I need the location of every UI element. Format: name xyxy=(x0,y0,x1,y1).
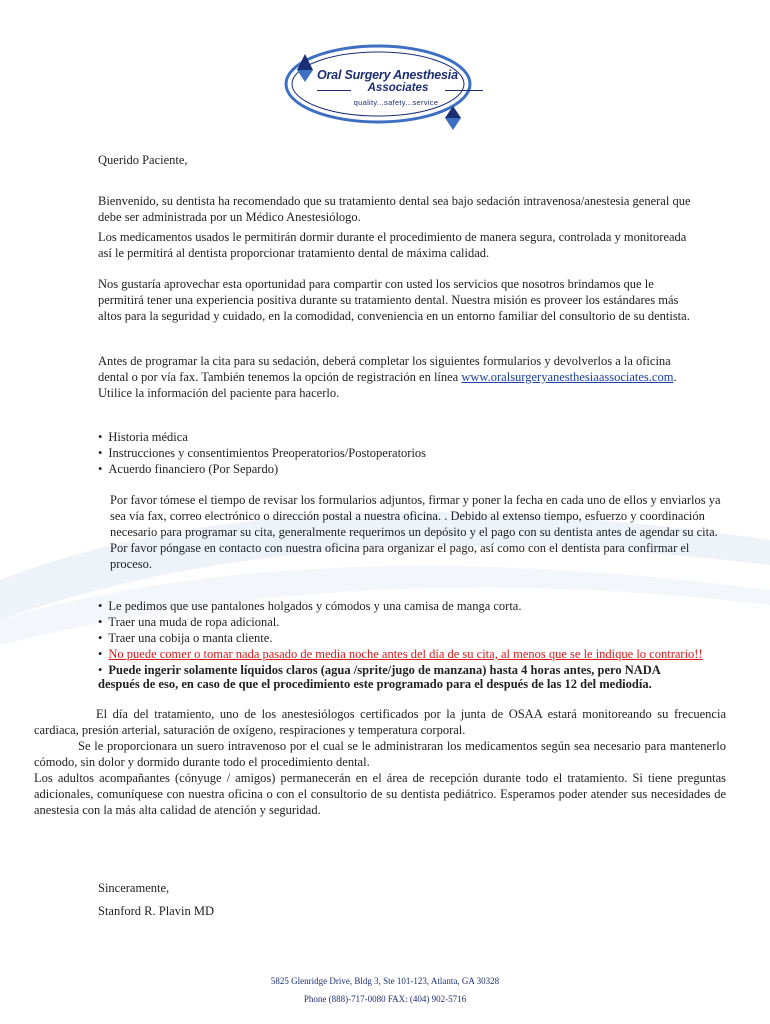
companions-text: Los adultos acompañantes (cónyuge / amigos) permanecerán en el área de recepción durante todo el tratamiento. Si tiene preguntas adicionales, comuníquese con nuestra oficina o con el consultorio de su dentista pediátrico. Esperamos poder atender sus necesidades de anestesia con la más alta calidad de atención y seguridad. xyxy=(34,771,726,817)
company-logo xyxy=(283,36,493,136)
logo-title: Oral Surgery Anesthesia xyxy=(317,68,458,82)
monitoring-text: El día del tratamiento, uno de los anestesiólogos certificados por la junta de OSAA estará monitoreando su frecuencia cardiaca, presión arterial, saturación de oxígeno, respiraciones y temperatura corporal. xyxy=(34,707,726,737)
list-item: • Traer una cobija o manta cliente. xyxy=(98,630,768,646)
footer-address: 5825 Glenridge Drive, Bldg 3, Ste 101-123, Atlanta, GA 30328 xyxy=(270,976,500,986)
forms-list xyxy=(98,429,426,477)
iv-text: Se le proporcionara un suero intravenoso por el cual se le administraran los medicamentos según sea necesario para mantenerlo cómodo, sin dolor y dormido durante todo el procedimiento dental. xyxy=(34,739,726,769)
paragraph-forms: Antes de programar la cita para su sedación, deberá completar los siguientes formularios y devolverlos a la oficina dental o por vía fax. También tenemos la opción de registración en línea www.oralsurgeryanesthesiaassociates.com. Utilice la información del paciente para hacerlo. xyxy=(98,354,677,400)
paragraph-welcome: Bienvenido, su dentista ha recomendado que su tratamiento dental sea bajo sedación intravenosa/anestesia general que debe ser administrada por un Médico Anestesiólogo. xyxy=(98,194,691,224)
registration-link[interactable]: www.oralsurgeryanesthesiaassociates.com xyxy=(461,370,674,384)
list-item: • Traer una muda de ropa adicional. xyxy=(98,614,768,630)
forms-intro: Antes de programar la cita para su sedación, deberá completar los siguientes formularios y devolverlos a la oficina dental o por vía fax. También tenemos la opción de registración en línea xyxy=(98,354,671,384)
logo-tagline: quality...safety...service xyxy=(353,98,439,107)
clear-liquids-note: • Puede ingerir solamente líquidos claros (agua /sprite/jugo de manzana) hasta 4 horas antes, pero NADA xyxy=(98,662,768,678)
list-item: • Acuerdo financiero (Por Separdo) xyxy=(98,461,426,477)
forms-note: Utilice la información del paciente para hacerlo. xyxy=(98,386,340,400)
paragraph-treatment-day xyxy=(34,706,726,818)
list-item: • Historia médica xyxy=(98,429,426,445)
logo-subtitle: Associates xyxy=(367,82,429,94)
paragraph-medication: Los medicamentos usados le permitirán dormir durante el procedimiento de manera segura, controlada y monitoreada así le permitirá al dentista proporcionar tratamiento dental de máxima calidad. xyxy=(98,230,687,260)
paragraph-payment: Por favor tómese el tiempo de revisar los formularios adjuntos, firmar y poner la fecha en cada uno de ellos y enviarlos ya sea vía fax, correo electrónico o dirección postal a nuestra oficina. . Debido al extenso tiempo, esfuerzo y coordinación necesario para programar su cita, generalmente requerimos un depósito y el pago con su dentista antes de agendar su cita. Por favor póngase en contacto con nuestra oficina para organizar el pago, así como con el dentista para confirmar el proceso. xyxy=(110,493,721,571)
footer-phone: Phone (888)-717-0080 FAX: (404) 902-5716 xyxy=(303,994,467,1004)
clear-liquids-note-continued: después de eso, en caso de que el procedimiento este programado para el después de las 12 del mediodía. xyxy=(98,677,652,691)
logo-rule-right xyxy=(445,90,483,91)
logo-rule-left xyxy=(317,90,351,91)
greeting: Querido Paciente, xyxy=(98,153,188,167)
fasting-warning: • No puede comer o tomar nada pasado de media noche antes del día de su cita, al menos que se le indique lo contrario!! xyxy=(98,646,768,662)
signature: Stanford R. Plavin MD xyxy=(98,904,214,918)
closing: Sinceramente, xyxy=(98,881,170,895)
list-item: • Le pedimos que use pantalones holgados y cómodos y una camisa de manga corta. xyxy=(98,598,768,614)
instructions-list xyxy=(98,598,768,678)
list-item: • Instrucciones y consentimientos Preoperatorios/Postoperatorios xyxy=(98,445,426,461)
paragraph-mission: Nos gustaría aprovechar esta oportunidad para compartir con usted los servicios que nosotros brindamos que le permitirá tener una experiencia positiva durante su tratamiento dental. Nuestra misión es proveer los estándares más altos para la seguridad y cuidado, en la comodidad, conveniencia en un entorno familiar del consultorio de su dentista. xyxy=(98,277,690,323)
